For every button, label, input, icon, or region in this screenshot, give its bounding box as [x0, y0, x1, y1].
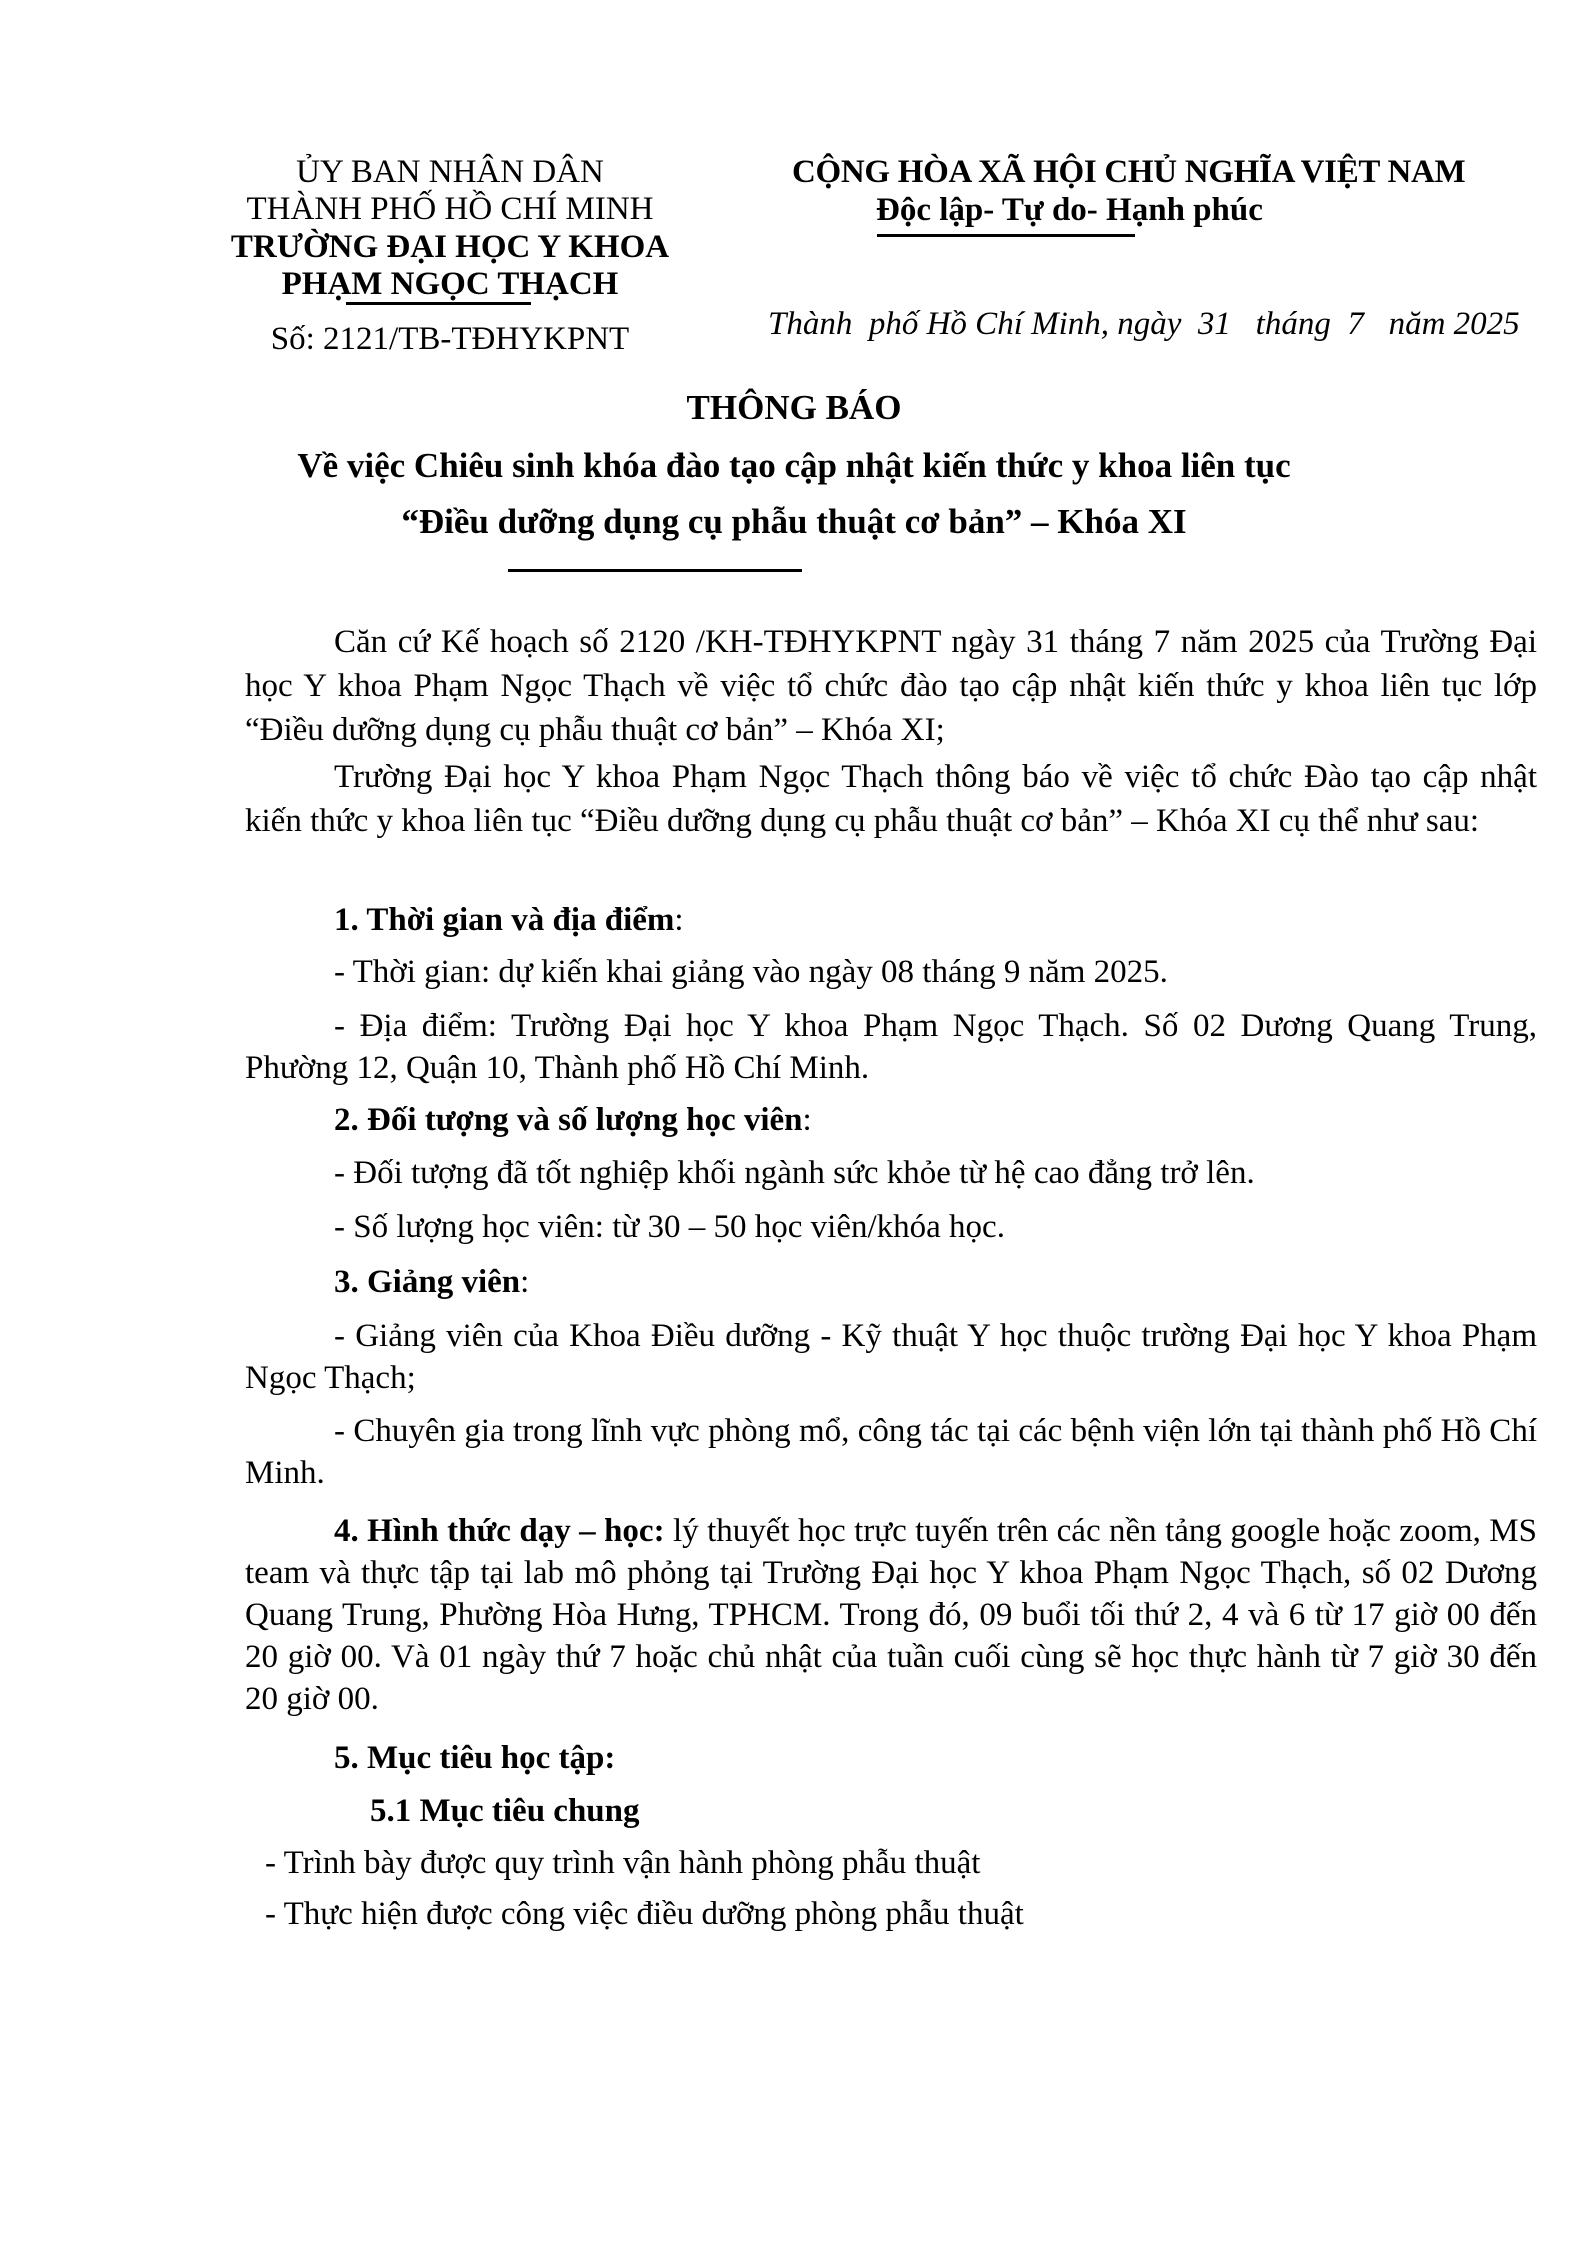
title-underline	[508, 569, 802, 572]
school-name-line-1: TRƯỜNG ĐẠI HỌC Y KHOA	[230, 229, 670, 265]
section-3-heading-colon: :	[520, 1264, 530, 1300]
section-3-item-1	[245, 1315, 1537, 1399]
objective-item-2: - Thực hiện được công việc điều dưỡng phòng phẫu thuật	[265, 1896, 1024, 1932]
document-number: Số: 2121/TB-TĐHYKPNT	[270, 321, 630, 357]
section-1-heading-colon: :	[674, 902, 684, 938]
section-2-heading-colon: :	[802, 1102, 812, 1138]
nation-name: CỘNG HÒA XÃ HỘI CHỦ NGHĨA VIỆT NAM	[792, 154, 1466, 190]
section-1-heading-text: 1. Thời gian và địa điểm	[334, 902, 675, 938]
place-and-date: Thành phố Hồ Chí Minh, ngày 31 tháng 7 năm 2025	[768, 306, 1520, 342]
section-1-time: - Thời gian: dự kiến khai giảng vào ngày 08 tháng 9 năm 2025.	[334, 954, 1168, 990]
intro-text: Trường Đại học Y khoa Phạm Ngọc Thạch thông báo về việc tổ chức Đào tạo cập nhật kiến thức y khoa liên tục “Điều dưỡng dụng cụ phẫu thuật cơ bản” – Khóa XI cụ thể như sau:	[245, 759, 1537, 839]
legal-basis-paragraph	[245, 620, 1537, 752]
authority-underline	[346, 302, 531, 305]
objective-item-1: - Trình bày được quy trình vận hành phòng phẫu thuật	[265, 1845, 981, 1881]
section-5-heading: 5. Mục tiêu học tập:	[334, 1740, 616, 1776]
school-name-line-2: PHẠM NGỌC THẠCH	[281, 266, 619, 302]
section-3-item-2-text: - Chuyên gia trong lĩnh vực phòng mổ, công tác tại các bệnh viện lớn tại thành phố Hồ Chí Minh.	[245, 1413, 1537, 1491]
section-1-place-text: - Địa điểm: Trường Đại học Y khoa Phạm Ngọc Thạch. Số 02 Dương Quang Trung, Phường 12, Quận 10, Thành phố Hồ Chí Minh.	[245, 1008, 1537, 1086]
section-4-heading: 4. Hình thức dạy – học:	[334, 1513, 665, 1549]
section-3-heading-text: 3. Giảng viên	[334, 1264, 521, 1300]
section-2-target: - Đối tượng đã tốt nghiệp khối ngành sức khỏe từ hệ cao đẳng trở lên.	[334, 1155, 1255, 1191]
authority-line-2: THÀNH PHỐ HỒ CHÍ MINH	[246, 191, 654, 227]
section-4-paragraph	[245, 1510, 1537, 1720]
section-3-heading	[334, 1262, 529, 1302]
section-2-heading-text: 2. Đối tượng và số lượng học viên	[334, 1102, 803, 1138]
document-subject-line-2: “Điều dưỡng dụng cụ phẫu thuật cơ bản” – Khóa XI	[401, 502, 1187, 541]
section-3-item-1-text: - Giảng viên của Khoa Điều dưỡng - Kỹ thuật Y học thuộc trường Đại học Y khoa Phạm Ngọc Thạch;	[245, 1318, 1537, 1396]
section-1-place	[245, 1005, 1537, 1089]
document-title: THÔNG BÁO	[686, 388, 902, 427]
section-5-1-heading: 5.1 Mục tiêu chung	[370, 1793, 640, 1829]
section-1-heading	[334, 900, 684, 940]
section-2-heading	[334, 1100, 812, 1140]
national-motto: Độc lập- Tự do- Hạnh phúc	[876, 192, 1263, 228]
motto-underline	[877, 234, 1135, 237]
section-2-count: - Số lượng học viên: từ 30 – 50 học viên/khóa học.	[334, 1209, 1005, 1245]
document-subject-line-1: Về việc Chiêu sinh khóa đào tạo cập nhật kiến thức y khoa liên tục	[297, 446, 1291, 485]
section-4-text: lý thuyết học trực tuyến trên các nền tảng google hoặc zoom, MS team và thực tập tại lab mô phỏng tại Trường Đại học Y khoa Phạm Ngọc Thạch, số 02 Dương Quang Trung, Phường Hòa Hưng, TPHCM. Trong đó, 09 buổi tối thứ 2, 4 và 6 từ 17 giờ 00 đến 20 giờ 00. Và 01 ngày thứ 7 hoặc chủ nhật của tuần cuối cùng sẽ học thực hành từ 7 giờ 30 đến 20 giờ 00.	[245, 1513, 1537, 1717]
intro-paragraph	[245, 755, 1537, 843]
legal-basis-text: Căn cứ Kế hoạch số 2120 /KH-TĐHYKPNT ngày 31 tháng 7 năm 2025 của Trường Đại học Y khoa Phạm Ngọc Thạch về việc tổ chức đào tạo cập nhật kiến thức y khoa liên tục lớp “Điều dưỡng dụng cụ phẫu thuật cơ bản” – Khóa XI;	[245, 624, 1537, 748]
section-3-item-2	[245, 1410, 1537, 1494]
authority-line-1: ỦY BAN NHÂN DÂN	[296, 154, 604, 190]
